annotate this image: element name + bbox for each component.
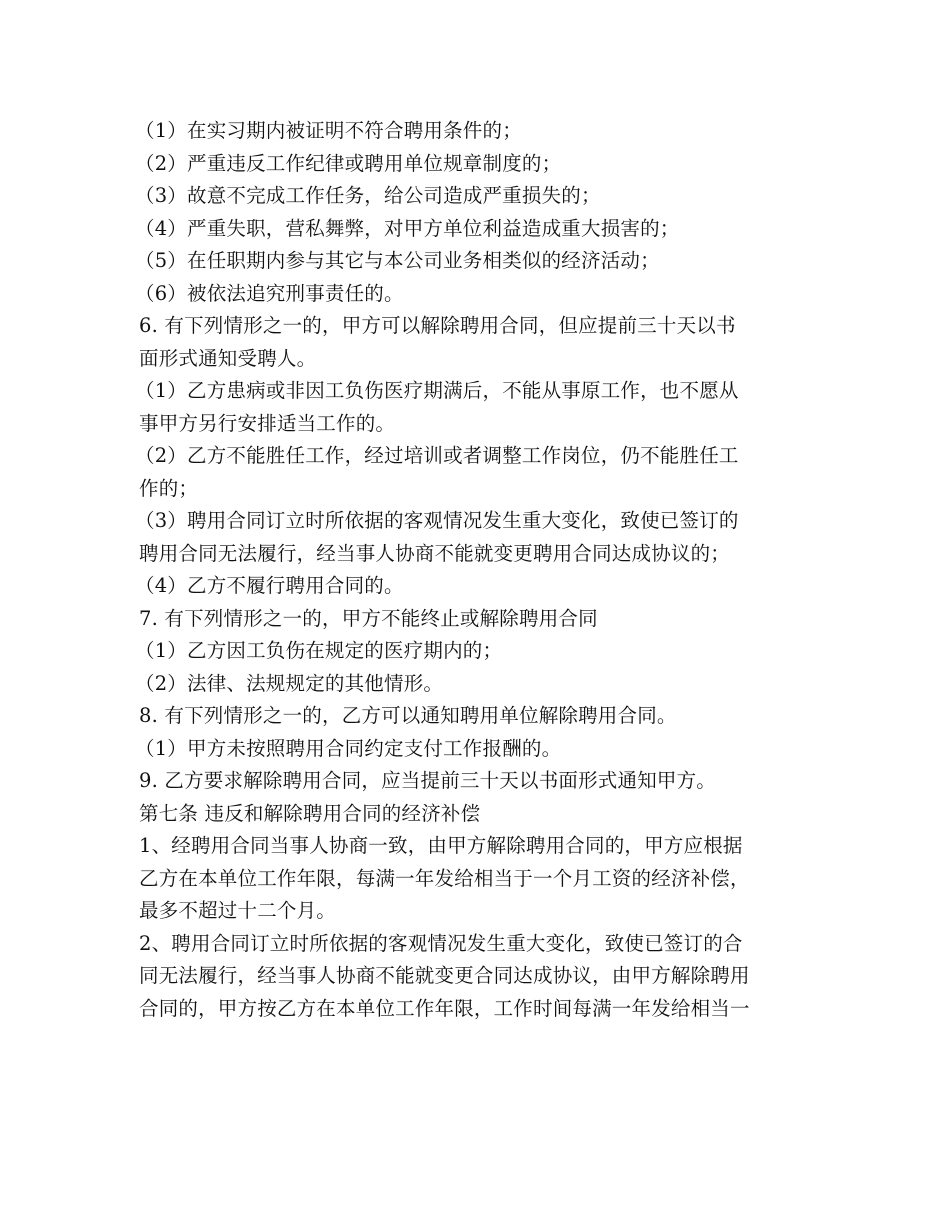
text-line: （2）法律、法规规定的其他情形。 <box>135 671 444 695</box>
text-line: 1、经聘用合同当事人协商一致，由甲方解除聘用合同的，甲方应根据 <box>139 834 743 857</box>
text-line: 事甲方另行安排适当工作的。 <box>139 411 396 435</box>
text-line: （4）严重失职，营私舞弊，对甲方单位利益造成重大损害的； <box>135 216 680 240</box>
text-line: （1）在实习期内被证明不符合聘用条件的； <box>135 119 522 142</box>
text-line: 乙方在本单位工作年限，每满一年发给相当于一个月工资的经济补偿， <box>139 866 750 890</box>
text-line: （3）故意不完成工作任务，给公司造成严重损失的； <box>135 184 601 207</box>
text-line: （5）在任职期内参与其它与本公司业务相类似的经济活动； <box>135 249 660 272</box>
text-line: （4）乙方不履行聘用合同的。 <box>135 574 404 597</box>
text-line: 最多不超过十二个月。 <box>139 899 337 922</box>
text-line: （2）乙方不能胜任工作，经过培训或者调整工作岗位，仍不能胜任工 <box>135 444 739 467</box>
text-line: （3）聘用合同订立时所依据的客观情况发生重大变化，致使已签订的 <box>135 509 739 532</box>
text-line: （1）甲方未按照聘用合同约定支付工作报酬的。 <box>135 736 562 760</box>
text-line: （2）严重违反工作纪律或聘用单位规章制度的； <box>135 151 562 175</box>
text-line: 聘用合同无法履行，经当事人协商不能就变更聘用合同达成协议的； <box>139 541 731 565</box>
text-line: 合同的，甲方按乙方在本单位工作年限，工作时间每满一年发给相当一 <box>139 996 750 1020</box>
text-line: 6. 有下列情形之一的，甲方可以解除聘用合同，但应提前三十天以书 <box>139 314 736 337</box>
text-line: 同无法履行，经当事人协商不能就变更合同达成协议，由甲方解除聘用 <box>139 964 750 987</box>
text-line: 7. 有下列情形之一的，甲方不能终止或解除聘用合同 <box>139 606 598 630</box>
section-heading: 第七条 违反和解除聘用合同的经济补偿 <box>139 801 481 825</box>
text-line: 9. 乙方要求解除聘用合同，应当提前三十天以书面形式通知甲方。 <box>139 769 717 792</box>
text-line: （6）被依法追究刑事责任的。 <box>135 281 404 305</box>
text-line: 8. 有下列情形之一的，乙方可以通知聘用单位解除聘用合同。 <box>139 704 677 727</box>
text-line: 面形式通知受聘人。 <box>139 346 317 370</box>
text-line: （1）乙方因工负伤在规定的医疗期内的； <box>135 639 503 662</box>
text-line: （1）乙方患病或非因工负伤医疗期满后，不能从事原工作，也不愿从 <box>135 379 739 402</box>
document-body <box>135 115 819 1025</box>
text-line: 2、聘用合同订立时所依据的客观情况发生重大变化，致使已签订的合 <box>139 931 743 955</box>
text-line: 作的； <box>139 476 199 500</box>
